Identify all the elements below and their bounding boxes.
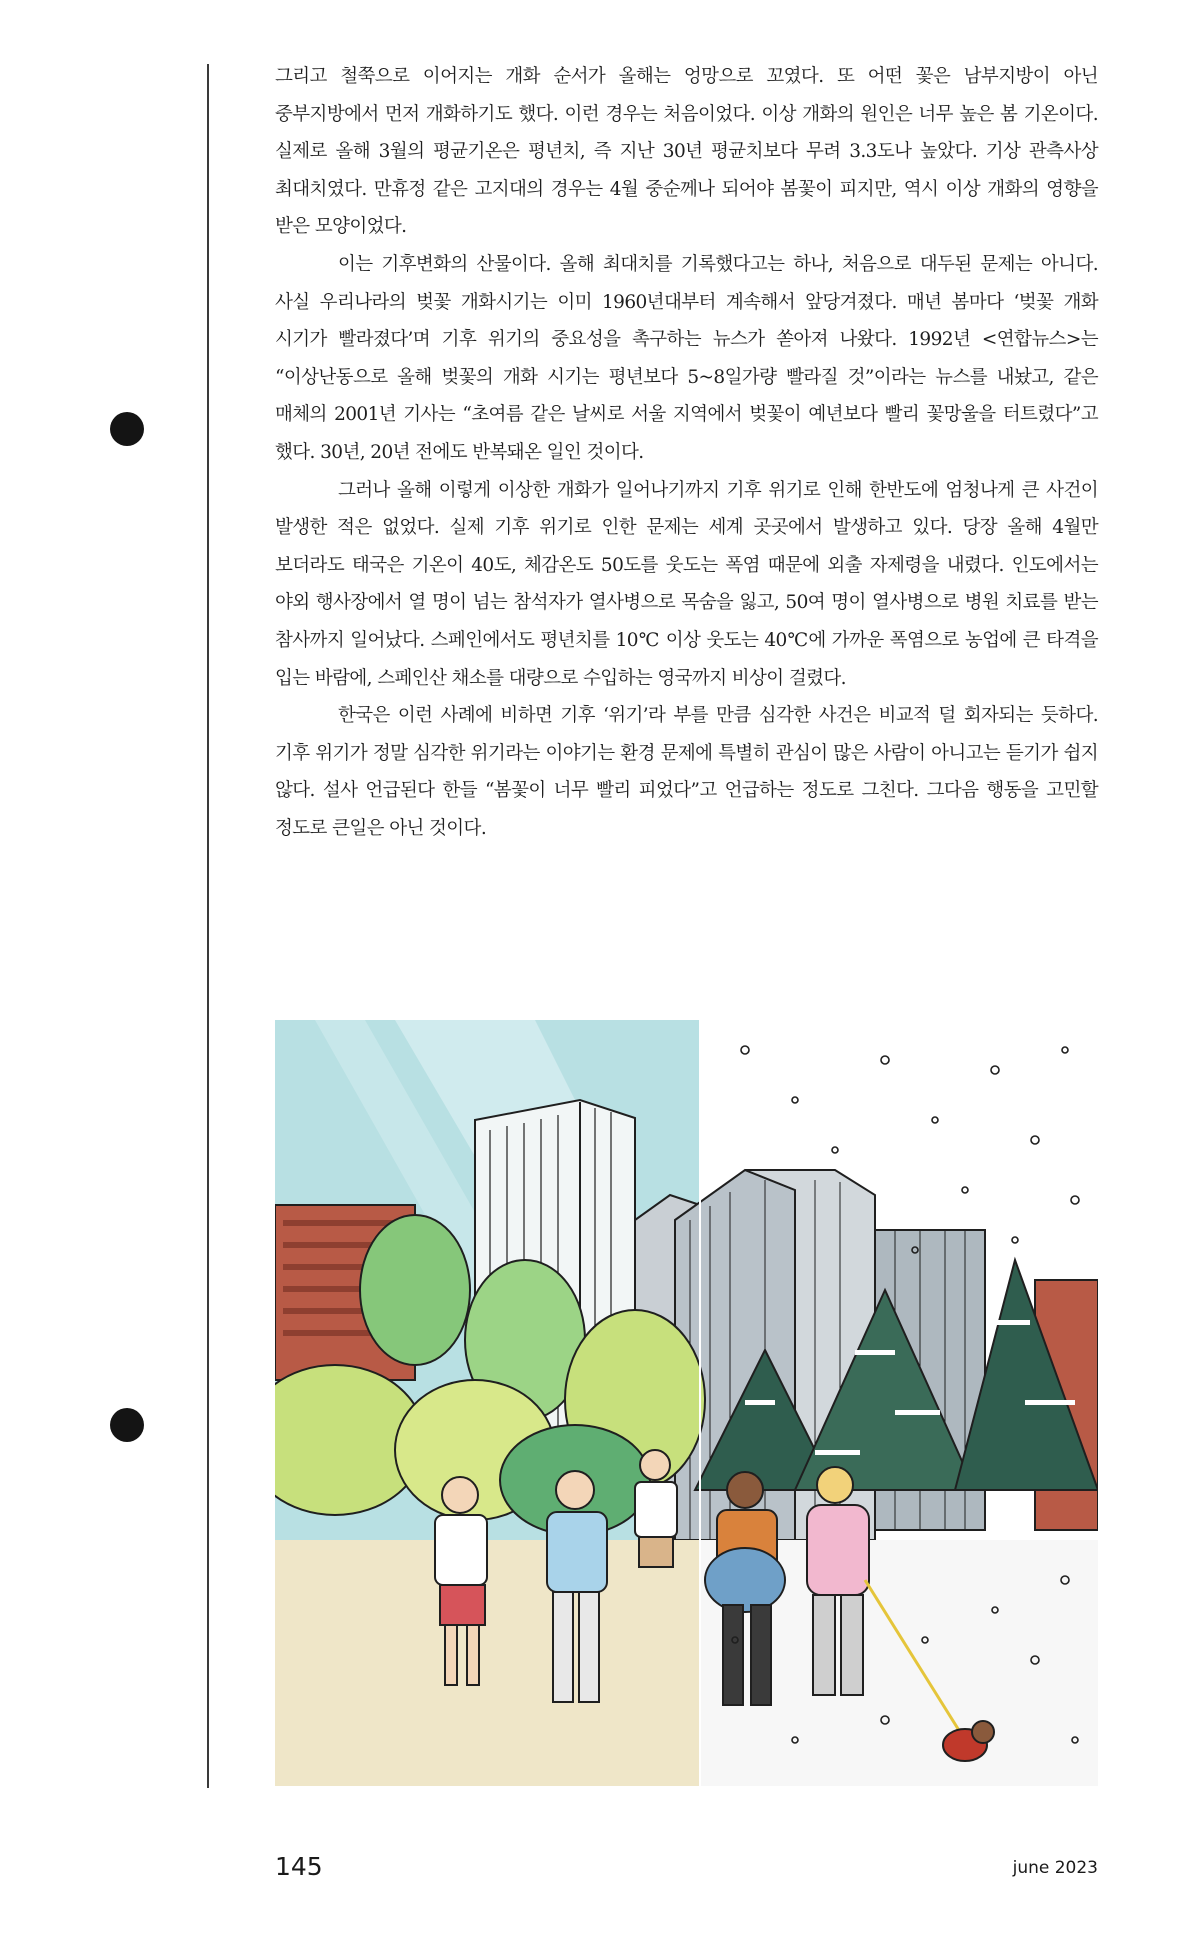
article-paragraph-3: 그러나 올해 이렇게 이상한 개화가 일어나기까지 기후 위기로 인해 한반도에 엄청나게 큰 사건이 발생한 적은 없었다. 실제 기후 위기로 인한 문제는 세계 곳곳에서 발생하고 있다. 당장 올해 4월만 보더라도 태국은 기온이 40도, 체감온도 50도를 웃도는 폭염 때문에 외출 자제령을 내렸다. 인도에서는 야외 행사장에서 열 명이 넘는 참석자가 열사병으로 목숨을 잃고, 50여 명이 열사병으로 병원 치료를 받는 참사까지 일어났다. 스페인에서도 평년치를 10℃ 이상 웃도는 40℃에 가까운 폭염으로 농업에 큰 타격을 입는 바람에, 스페인산 채소를 대량으로 수입하는 영국까지 비상이 걸렸다.	[275, 479, 1098, 689]
page-number: 145	[275, 1852, 323, 1881]
binder-margin-line	[207, 64, 209, 1788]
summer-walker-3	[635, 1450, 677, 1567]
issue-date: june 2023	[1012, 1858, 1098, 1878]
binder-hole-bottom	[110, 1408, 144, 1442]
illustration-summer-winter-street	[275, 1020, 1098, 1786]
binder-hole-top	[110, 412, 144, 446]
article-paragraph-4: 한국은 이런 사례에 비하면 기후 ‘위기’라 부를 만큼 심각한 사건은 비교적 덜 회자되는 듯하다. 기후 위기가 정말 심각한 위기라는 이야기는 환경 문제에 특별히 관심이 많은 사람이 아니고는 듣기가 쉽지 않다. 설사 언급된다 한들 “봄꽃이 너무 빨리 피었다”고 언급하는 정도로 그친다. 그다음 행동을 고민할 정도로 큰일은 아닌 것이다.	[275, 705, 1098, 839]
article-paragraph-1: 그리고 철쭉으로 이어지는 개화 순서가 올해는 엉망으로 꼬였다. 또 어떤 꽃은 남부지방이 아닌 중부지방에서 먼저 개화하기도 했다. 이런 경우는 처음이었다. 이상 개화의 원인은 너무 높은 봄 기온이다. 실제로 올해 3월의 평균기온은 평년치, 즉 지난 30년 평균치보다 무려 3.3도나 높았다. 기상 관측사상 최대치였다. 만휴정 같은 고지대의 경우는 4월 중순께나 되어야 봄꽃이 피지만, 역시 이상 개화의 영향을 받은 모양이었다.	[275, 66, 1098, 238]
article-body	[275, 58, 1098, 847]
article-paragraph-2: 이는 기후변화의 산물이다. 올해 최대치를 기록했다고는 하나, 처음으로 대두된 문제는 아니다. 사실 우리나라의 벚꽃 개화시기는 이미 1960년대부터 계속해서 앞당겨졌다. 매년 봄마다 ‘벚꽃 개화 시기가 빨라졌다’며 기후 위기의 중요성을 촉구하는 뉴스가 쏟아져 나왔다. 1992년 <연합뉴스>는 “이상난동으로 올해 벚꽃의 개화 시기는 평년보다 5~8일가량 빨라질 것”이라는 뉴스를 내놨고, 같은 매체의 2001년 기사는 “초여름 같은 날씨로 서울 지역에서 벚꽃이 예년보다 빨리 꽃망울을 터트렸다”고 했다. 30년, 20년 전에도 반복돼온 일인 것이다.	[275, 253, 1098, 463]
